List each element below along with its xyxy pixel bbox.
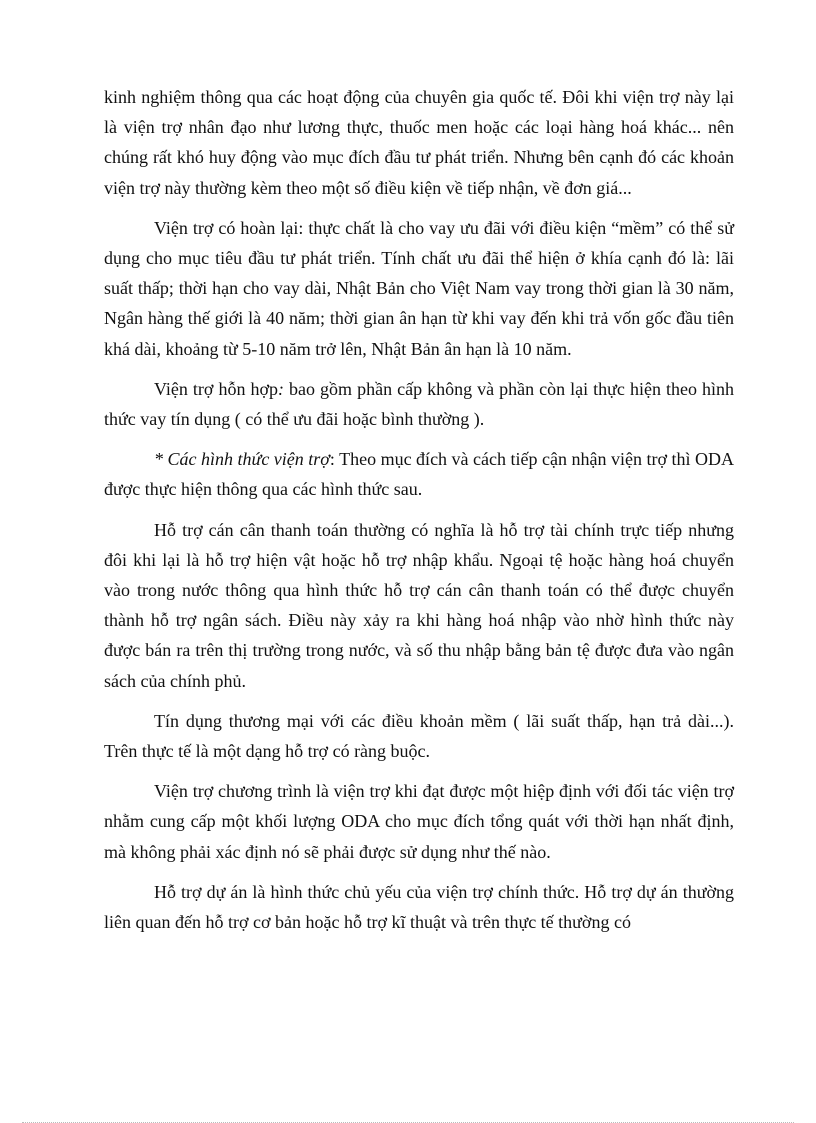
paragraph-8-text: Hỗ trợ dự án là hình thức chủ yếu của viện trợ chính thức. Hỗ trợ dự án thường liên quan đến hỗ trợ cơ bản hoặc hỗ trợ kĩ thuật và trên thực tế thường có [104,881,734,933]
paragraph-1 [104,82,734,203]
paragraph-2 [104,213,734,364]
paragraph-5 [104,515,734,696]
paragraph-7-text: Viện trợ chương trình là viện trợ khi đạt được một hiệp định với đối tác viện trợ nhằm cung cấp một khối lượng ODA cho mục đích tổng quát với thời hạn nhất định, mà không phải xác định nó sẽ phải được sử dụng như thế nào. [104,781,734,862]
paragraph-5-text: Hỗ trợ cán cân thanh toán thường có nghĩa là hỗ trợ tài chính trực tiếp nhưng đôi khi lại là hỗ trợ hiện vật hoặc hỗ trợ nhập khẩu. Ngoại tệ hoặc hàng hoá chuyển vào trong nước thông qua hình thức hỗ trợ cán cân thanh toán có thể được chuyển thành hỗ trợ ngân sách. Điều này xảy ra khi hàng hoá nhập vào nhờ hình thức này được bán ra trên thị trường trong nước, và số thu nhập bằng bản tệ được đưa vào ngân sách của chính phủ. [104,519,734,691]
paragraph-3-text-a: Viện trợ hỗn hợp [154,378,279,399]
paragraph-3-text-b: bao gồm phần cấp không và phần còn lại thực hiện theo hình thức vay tín dụng ( có thể ưu đãi hoặc bình thường ). [104,378,734,430]
paragraph-6 [104,706,734,766]
paragraph-3-colon: : [278,378,285,399]
document-page [104,82,734,947]
paragraph-6-text: Tín dụng thương mại với các điều khoản mềm ( lãi suất thấp, hạn trả dài...). Trên thực tế là một dạng hỗ trợ có ràng buộc. [104,710,734,762]
paragraph-1-text: kinh nghiệm thông qua các hoạt động của chuyên gia quốc tế. Đôi khi viện trợ này lại là viện trợ nhân đạo như lương thực, thuốc men hoặc các loại hàng hoá khác... nên chúng rất khó huy động vào mục đích đầu tư phát triển. Nhưng bên cạnh đó các khoản viện trợ này thường kèm theo một số điều kiện về tiếp nhận, về đơn giá... [104,87,734,198]
paragraph-8 [104,877,734,937]
paragraph-7 [104,776,734,867]
paragraph-2-text: Viện trợ có hoàn lại: thực chất là cho vay ưu đãi với điều kiện “mềm” có thể sử dụng cho mục tiêu đầu tư phát triển. Tính chất ưu đãi thể hiện ở khía cạnh đó là: lãi suất thấp; thời hạn cho vay dài, Nhật Bản cho Việt Nam vay trong thời gian là 30 năm, Ngân hàng thế giới là 40 năm; thời gian ân hạn từ khi vay đến khi trả vốn gốc đầu tiên khá dài, khoảng từ 5-10 năm trở lên, Nhật Bản ân hạn là 10 năm. [104,217,734,359]
paragraph-4-text: : Theo mục đích và cách tiếp cận nhận viện trợ thì ODA được thực hiện thông qua các hình thức sau. [104,449,734,500]
paragraph-4-heading: * Các hình thức viện trợ [154,449,330,470]
paragraph-3 [104,374,734,434]
paragraph-4 [104,444,734,504]
